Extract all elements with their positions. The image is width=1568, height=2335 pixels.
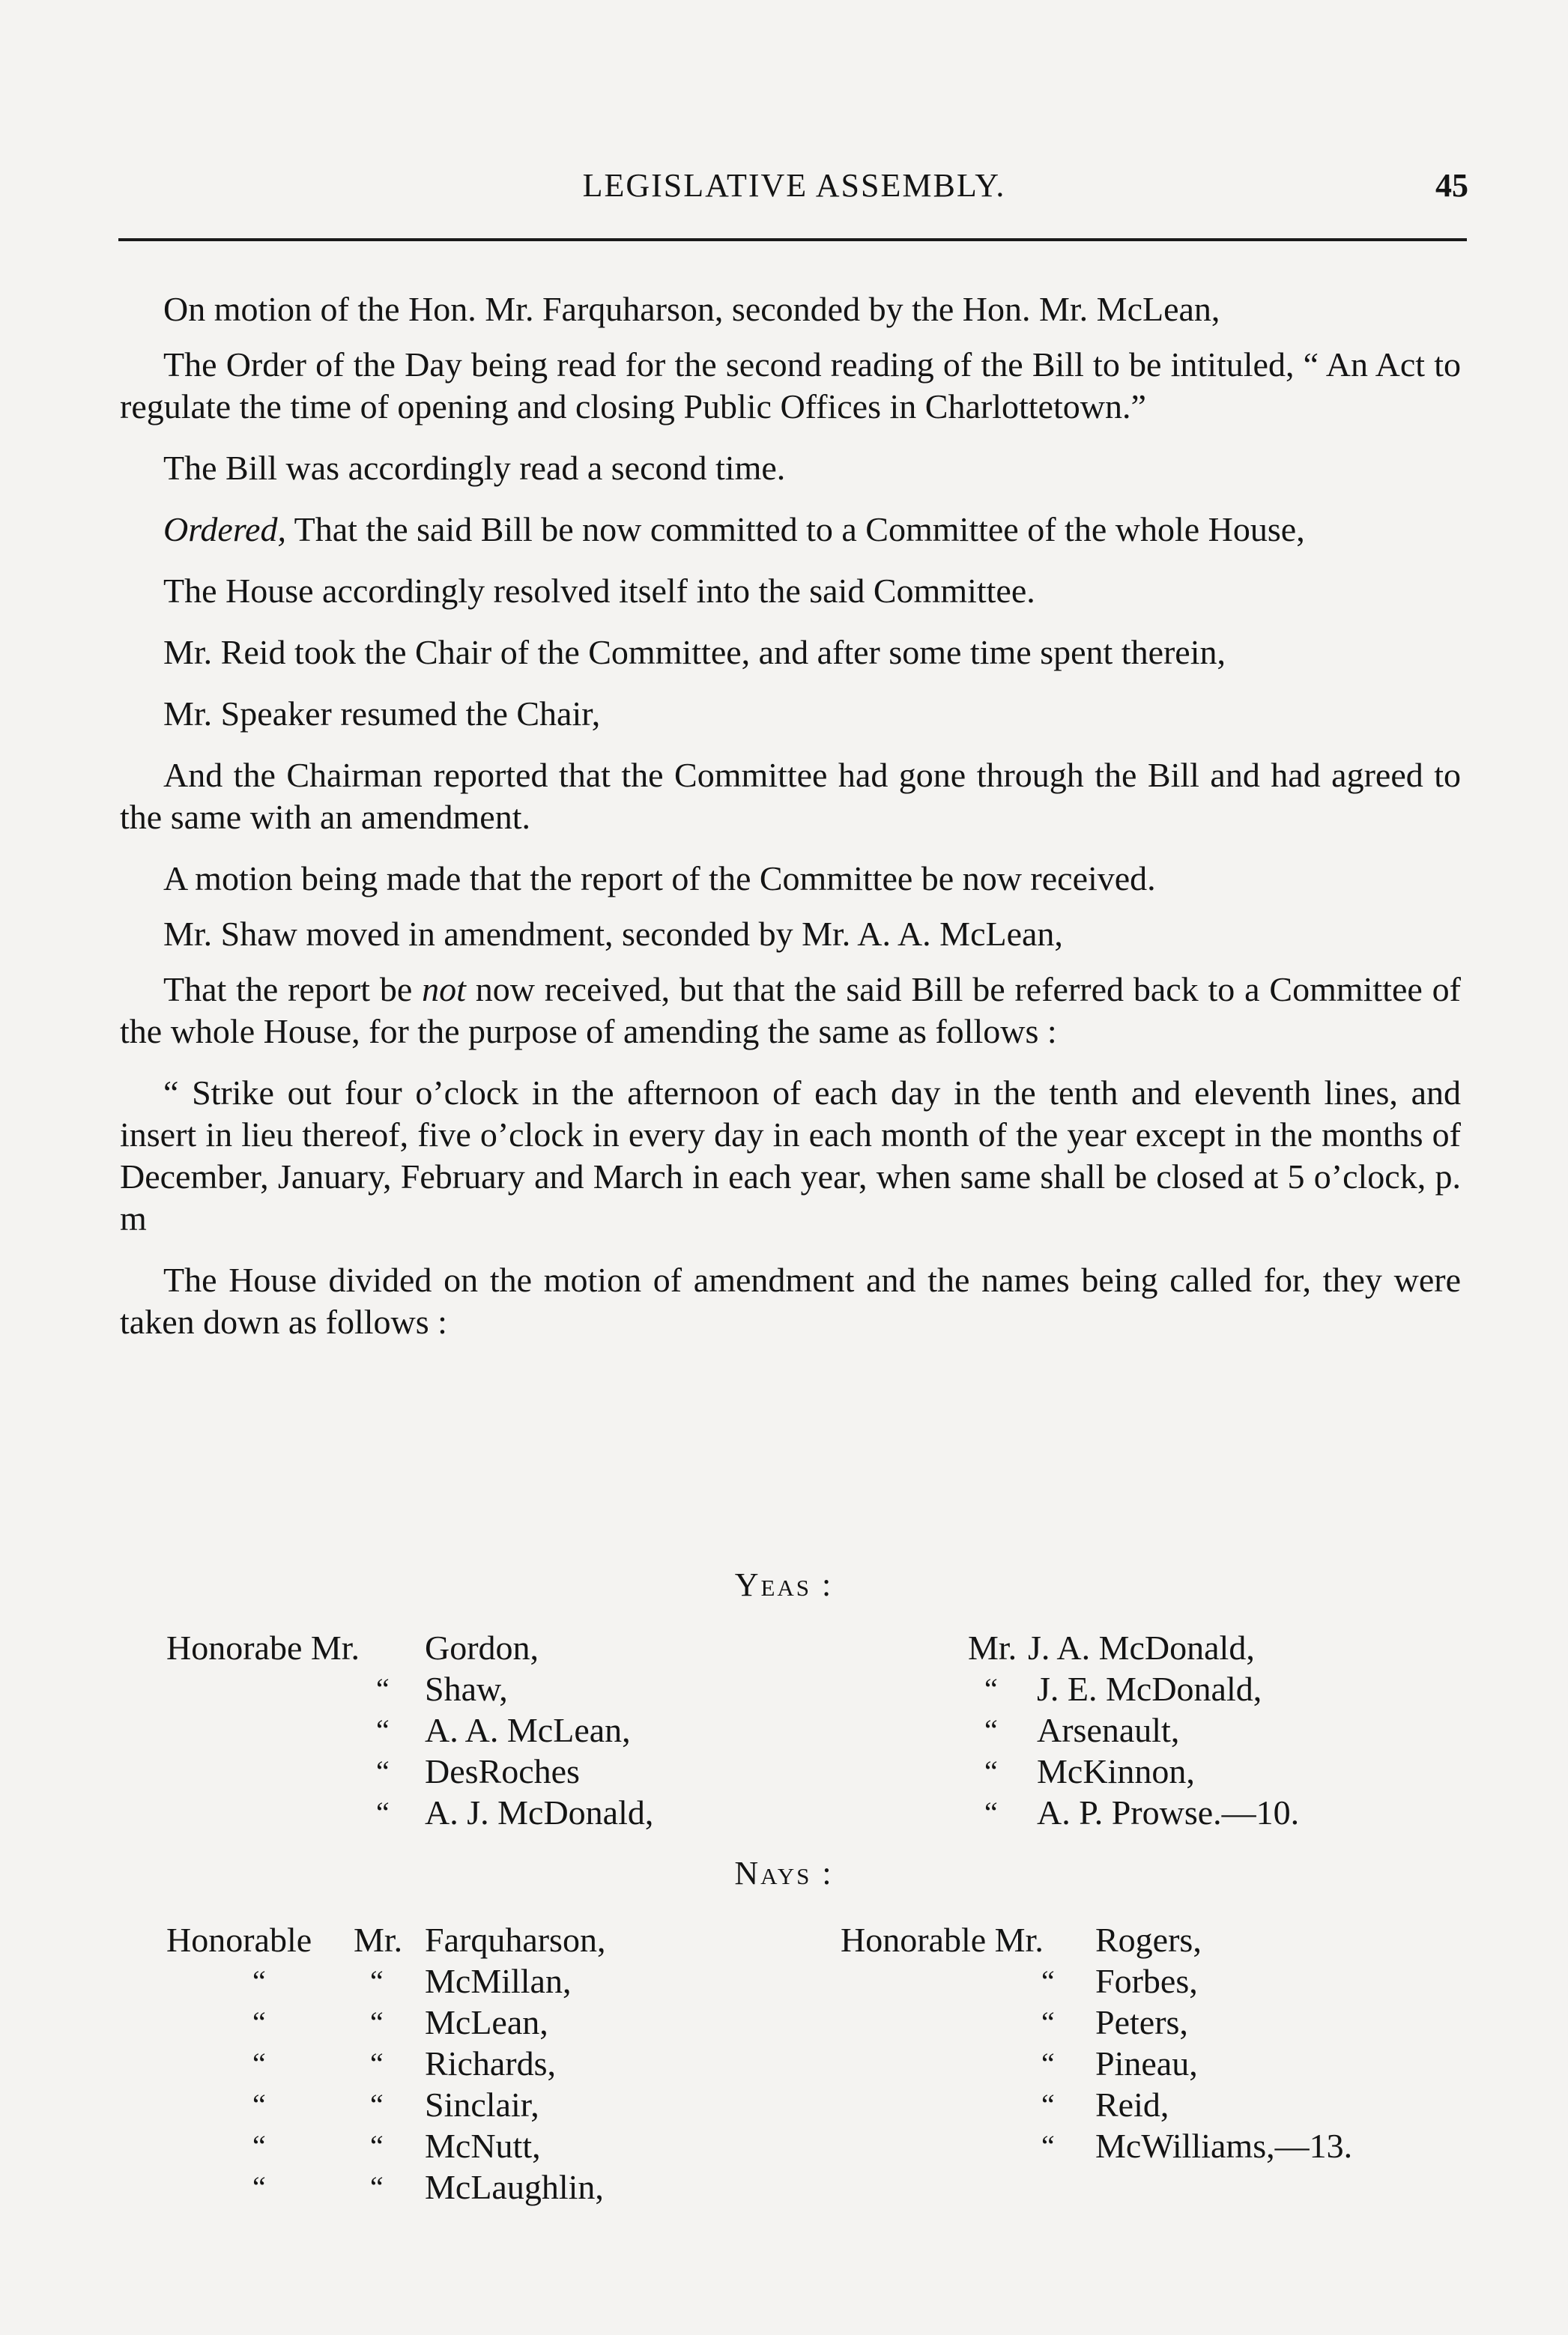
nays-left-column [166, 1919, 766, 2208]
ditto-mark: “ [252, 2005, 266, 2039]
ditto-mark: “ [1041, 2047, 1055, 2080]
member-name: McKinnon, [1037, 1752, 1195, 1790]
list-item [841, 2002, 1440, 2043]
list-item [166, 2084, 766, 2125]
ditto-mark: “ [252, 2047, 266, 2080]
ditto-mark: “ [376, 1754, 390, 1788]
member-name: DesRoches [425, 1752, 580, 1790]
member-prefix: Honorabe Mr. [166, 1629, 360, 1667]
list-item [968, 1792, 1432, 1833]
nays-right-column [841, 1919, 1440, 2166]
ditto-mark: “ [370, 2005, 384, 2039]
member-name: McMillan, [425, 1962, 572, 2000]
ditto-mark: “ [370, 2047, 384, 2080]
list-item [841, 2043, 1440, 2084]
list-item [841, 1960, 1440, 2002]
yeas-left-column [166, 1627, 766, 1833]
list-item [166, 2166, 766, 2208]
paragraph: Mr. Speaker resumed the Chair, [163, 694, 601, 733]
header-rule [118, 238, 1467, 241]
list-item [166, 1709, 766, 1751]
member-prefix-title: Mr. [354, 1921, 403, 1959]
nays-heading: Nays : [734, 1855, 834, 1892]
ditto-mark: “ [1041, 2088, 1055, 2122]
member-name: A. A. McLean, [425, 1711, 631, 1749]
member-name: Reid, [1095, 2086, 1169, 2124]
list-item [841, 2125, 1440, 2166]
page-header [120, 166, 1468, 219]
list-item [166, 1751, 766, 1792]
yeas-heading: Yeas : [734, 1566, 834, 1603]
ditto-mark: “ [252, 1964, 266, 1998]
member-name: A. P. Prowse.—10. [1037, 1793, 1300, 1832]
paragraph: The Bill was accordingly read a second time. [163, 449, 786, 487]
ordered-text: That the said Bill be now committed to a Committee of the whole House, [285, 510, 1305, 548]
list-item [166, 1668, 766, 1709]
ditto-mark: “ [984, 1713, 998, 1747]
list-item [841, 2084, 1440, 2125]
body-text [120, 288, 1461, 1363]
list-item [166, 2043, 766, 2084]
member-name: J. A. McDonald, [1028, 1629, 1255, 1667]
member-name: Richards, [425, 2044, 557, 2083]
quoted-amendment: “ Strike out four o’clock in the afternoon of each day in the tenth and eleventh lines, and insert in lieu thereof, five o’clock in every day in each month of the year except in the months of December, January, February and March in each year, when same shall be closed at 5 o’clock, p. m [120, 1073, 1461, 1238]
ditto-mark: “ [252, 2170, 266, 2204]
ditto-mark: “ [376, 1672, 390, 1706]
member-name: Gordon, [425, 1629, 539, 1667]
list-item [968, 1627, 1432, 1668]
paragraph: The House divided on the motion of amendment and the names being called for, they were taken down as follows : [120, 1261, 1461, 1341]
ditto-mark: “ [1041, 2129, 1055, 2163]
member-name: Shaw, [425, 1670, 508, 1708]
ditto-mark: “ [376, 1713, 390, 1747]
list-item [968, 1709, 1432, 1751]
paragraph: The House accordingly resolved itself into the said Committee. [163, 572, 1035, 610]
page-number: 45 [1435, 167, 1468, 204]
member-name: A. J. McDonald, [425, 1793, 654, 1832]
list-item [166, 1792, 766, 1833]
paragraph: The Order of the Day being read for the second reading of the Bill to be intituled, “ An Act to regulate the time of opening and closing Public Offices in Charlottetown.” [120, 345, 1461, 425]
member-name: Pineau, [1095, 2044, 1198, 2083]
paragraph: And the Chairman reported that the Committee had gone through the Bill and had agreed to the same with an amendment. [120, 756, 1461, 836]
list-item [841, 1919, 1440, 1960]
amendment-text-end: now received, but that the said Bill be referred back to a Committee of the whole House, for the purpose of amending the same as follows : [120, 970, 1461, 1050]
member-name: Farquharson, [425, 1921, 606, 1959]
ordered-paragraph [120, 509, 1461, 551]
list-item [166, 2125, 766, 2166]
member-name: McLaughlin, [425, 2168, 604, 2206]
ditto-mark: “ [252, 2129, 266, 2163]
ditto-mark: “ [252, 2088, 266, 2122]
paragraph: Mr. Shaw moved in amendment, seconded by Mr. A. A. McLean, [163, 915, 1063, 953]
list-item [968, 1751, 1432, 1792]
member-name: McLean, [425, 2003, 548, 2041]
paragraph: Mr. Reid took the Chair of the Committee, and after some time spent therein, [163, 633, 1226, 671]
ordered-label: Ordered, [163, 510, 286, 548]
list-item [166, 1919, 766, 1960]
ditto-mark: “ [984, 1796, 998, 1829]
member-name: Rogers, [1095, 1921, 1202, 1959]
member-name: Peters, [1095, 2003, 1188, 2041]
member-name: Forbes, [1095, 1962, 1198, 2000]
ditto-mark: “ [370, 2088, 384, 2122]
member-name: J. E. McDonald, [1037, 1670, 1262, 1708]
ditto-mark: “ [984, 1754, 998, 1788]
amendment-emphasis: not [422, 970, 466, 1008]
ditto-mark: “ [1041, 1964, 1055, 1998]
ditto-mark: “ [370, 1964, 384, 1998]
member-name: McNutt, [425, 2127, 541, 2165]
ditto-mark: “ [984, 1672, 998, 1706]
ditto-mark: “ [370, 2129, 384, 2163]
amendment-text-start: That the report be [163, 970, 423, 1008]
list-item [166, 2002, 766, 2043]
ditto-mark: “ [370, 2170, 384, 2204]
yeas-right-column [968, 1627, 1432, 1833]
list-item [166, 1960, 766, 2002]
member-prefix: Honorable [166, 1921, 312, 1959]
paragraph: A motion being made that the report of the Committee be now received. [163, 859, 1156, 897]
running-title: LEGISLATIVE ASSEMBLY. [582, 167, 1006, 204]
ditto-mark: “ [376, 1796, 390, 1829]
list-item [968, 1668, 1432, 1709]
member-prefix: Honorable Mr. [841, 1921, 1044, 1959]
amendment-paragraph [120, 969, 1461, 1053]
member-prefix: Mr. [968, 1629, 1017, 1667]
paragraph: On motion of the Hon. Mr. Farquharson, seconded by the Hon. Mr. McLean, [163, 290, 1220, 328]
ditto-mark: “ [1041, 2005, 1055, 2039]
list-item [166, 1627, 766, 1668]
member-name: Arsenault, [1037, 1711, 1180, 1749]
member-name: Sinclair, [425, 2086, 539, 2124]
member-name: McWilliams,—13. [1095, 2127, 1353, 2165]
